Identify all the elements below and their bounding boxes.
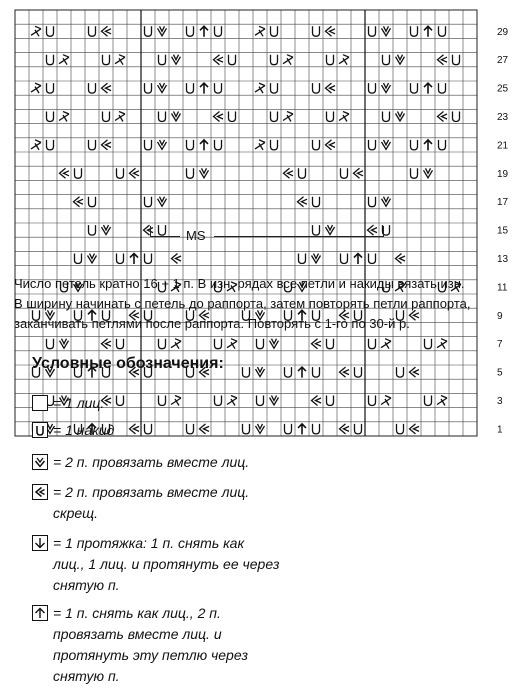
yarn-over-icon bbox=[187, 83, 194, 93]
yarn-over-icon bbox=[159, 339, 166, 349]
slip-knit-pass-icon bbox=[88, 254, 97, 264]
yarn-over-icon bbox=[453, 112, 460, 122]
slip-knit-pass-icon bbox=[382, 26, 391, 36]
yarn-over-icon bbox=[215, 140, 222, 150]
yarn-over-icon bbox=[215, 26, 222, 36]
k2tog-icon bbox=[381, 396, 391, 406]
description-line: заканчивать петлями после раппорта. Повторять с 1-го по 30-й р. bbox=[14, 316, 410, 331]
repeat-label: MS bbox=[186, 228, 206, 243]
k2tog-tbl-icon bbox=[102, 26, 112, 36]
yarn-over-icon bbox=[341, 168, 348, 178]
yarn-over-icon bbox=[439, 83, 446, 93]
slip-knit-pass-icon bbox=[158, 140, 167, 150]
up-arrow-icon bbox=[298, 424, 306, 435]
yarn-over-icon bbox=[285, 367, 292, 377]
yarn-over-icon bbox=[215, 339, 222, 349]
yarn-over-icon bbox=[89, 83, 96, 93]
yarn-over-icon bbox=[355, 424, 362, 434]
up-arrow-icon bbox=[200, 26, 208, 37]
slip-knit-pass-icon bbox=[158, 83, 167, 93]
slip-knit-pass-icon bbox=[172, 55, 181, 64]
k2tog-tbl-icon bbox=[438, 112, 448, 122]
slip-knit-pass-icon bbox=[102, 225, 111, 235]
legend-item-knit bbox=[32, 393, 104, 414]
k2tog-icon bbox=[381, 339, 391, 349]
yarn-over-icon bbox=[369, 26, 376, 36]
yarn-over-icon bbox=[89, 225, 96, 235]
yarn-over-icon bbox=[117, 339, 124, 349]
k2tog-tbl-icon bbox=[32, 484, 48, 500]
legend-item-k2tog-tbl bbox=[32, 482, 249, 524]
yarn-over-icon bbox=[117, 254, 124, 264]
k2tog-tbl-icon bbox=[438, 55, 448, 65]
slip-knit-pass-icon bbox=[424, 168, 433, 178]
empty-square-icon bbox=[32, 395, 48, 411]
slip-knit-pass-icon bbox=[382, 140, 391, 150]
k2tog-icon bbox=[339, 112, 349, 122]
row-number: 3 bbox=[497, 396, 503, 407]
row-number: 13 bbox=[497, 254, 509, 265]
k2tog-tbl-icon bbox=[60, 168, 70, 178]
yarn-over-icon bbox=[47, 55, 54, 65]
yarn-over-icon bbox=[145, 254, 152, 264]
k2tog-tbl-icon bbox=[172, 254, 182, 264]
yarn-over-icon bbox=[369, 396, 376, 406]
row-number: 23 bbox=[497, 112, 509, 123]
down-arrow-icon bbox=[32, 535, 48, 551]
row-number: 27 bbox=[497, 55, 509, 67]
k2tog-icon bbox=[437, 339, 447, 349]
yarn-over-icon bbox=[229, 55, 236, 65]
up-arrow-icon bbox=[130, 254, 138, 265]
k2tog-icon bbox=[171, 396, 181, 406]
yarn-over-icon bbox=[47, 339, 54, 349]
slip-knit-pass-icon bbox=[158, 26, 167, 36]
k2tog-tbl-icon bbox=[214, 55, 224, 65]
k2tog-tbl-icon bbox=[326, 26, 336, 36]
yarn-over-icon bbox=[313, 140, 320, 150]
yarn-over-icon bbox=[103, 112, 110, 122]
k2tog-tbl-icon bbox=[298, 197, 308, 207]
yarn-over-icon bbox=[187, 26, 194, 36]
k2tog-icon bbox=[115, 55, 125, 65]
yarn-over-icon bbox=[411, 140, 418, 150]
k2tog-icon bbox=[339, 55, 349, 65]
yarn-over-icon bbox=[145, 197, 152, 207]
row-number: 15 bbox=[497, 225, 509, 237]
up-arrow-icon bbox=[200, 83, 208, 94]
yarn-over-icon bbox=[47, 26, 54, 36]
yarn-over-icon bbox=[327, 112, 334, 122]
row-number: 1 bbox=[497, 424, 503, 436]
slip-knit-pass-icon bbox=[396, 112, 405, 122]
yarn-over-icon bbox=[32, 422, 48, 438]
k2tog-tbl-icon bbox=[200, 424, 210, 434]
legend-item-k2tog bbox=[32, 452, 249, 473]
legend-title: Условные обозначения: bbox=[32, 355, 224, 372]
yarn-over-icon bbox=[89, 140, 96, 150]
slip-knit-pass-icon bbox=[200, 168, 209, 178]
k2tog-tbl-icon bbox=[340, 367, 350, 377]
k2tog-icon bbox=[59, 112, 69, 122]
up-arrow-icon bbox=[424, 26, 432, 37]
k2tog-icon bbox=[31, 26, 41, 36]
yarn-over-icon bbox=[47, 112, 54, 122]
k2tog-tbl-icon bbox=[354, 168, 364, 178]
k2tog-icon bbox=[171, 339, 181, 349]
k2tog-icon bbox=[227, 339, 237, 349]
slip-knit-pass-icon bbox=[256, 367, 265, 377]
legend-item-s1-k2tog-psso bbox=[32, 603, 248, 687]
k2tog-tbl-icon bbox=[214, 112, 224, 122]
yarn-over-icon bbox=[369, 83, 376, 93]
k2tog-icon bbox=[32, 454, 48, 470]
slip-knit-pass-icon bbox=[270, 396, 279, 406]
yarn-over-icon bbox=[243, 424, 250, 434]
yarn-over-icon bbox=[257, 396, 264, 406]
k2tog-tbl-icon bbox=[102, 83, 112, 93]
legend-text: = 1 п. снять как лиц., 2 п. провязать вместе лиц. и протянуть эту петлю через снятую п. bbox=[53, 605, 248, 684]
row-number: 9 bbox=[497, 310, 503, 322]
legend-item-yarn-over bbox=[32, 420, 114, 441]
up-arrow-icon bbox=[298, 367, 306, 378]
yarn-over-icon bbox=[369, 140, 376, 150]
yarn-over-icon bbox=[89, 197, 96, 207]
repeat-marker bbox=[150, 226, 384, 248]
slip-knit-pass-icon bbox=[312, 254, 321, 264]
yarn-over-icon bbox=[47, 140, 54, 150]
yarn-over-icon bbox=[47, 83, 54, 93]
k2tog-tbl-icon bbox=[340, 424, 350, 434]
slip-knit-pass-icon bbox=[396, 55, 405, 64]
yarn-over-icon bbox=[299, 254, 306, 264]
k2tog-icon bbox=[31, 140, 41, 150]
yarn-over-icon bbox=[103, 55, 110, 65]
yarn-over-icon bbox=[453, 55, 460, 65]
yarn-over-icon bbox=[159, 396, 166, 406]
yarn-over-icon bbox=[313, 197, 320, 207]
yarn-over-icon bbox=[117, 168, 124, 178]
yarn-over-icon bbox=[369, 254, 376, 264]
yarn-over-icon bbox=[313, 26, 320, 36]
legend-item-slip-knit-pass bbox=[32, 533, 279, 596]
up-arrow-icon bbox=[32, 605, 48, 621]
slip-knit-pass-icon bbox=[382, 197, 391, 207]
legend-text: = 1 протяжка: 1 п. снять как лиц., 1 лиц. и протянуть ее через снятую п. bbox=[53, 535, 280, 593]
row-number: 7 bbox=[497, 339, 503, 351]
yarn-over-icon bbox=[383, 55, 390, 65]
k2tog-icon bbox=[227, 396, 237, 406]
k2tog-tbl-icon bbox=[130, 168, 140, 178]
yarn-over-icon bbox=[327, 396, 334, 406]
legend-text: = 1 накид bbox=[53, 422, 115, 438]
slip-knit-pass-icon bbox=[172, 112, 181, 122]
yarn-over-icon bbox=[299, 168, 306, 178]
yarn-over-icon bbox=[397, 367, 404, 377]
yarn-over-icon bbox=[313, 424, 320, 434]
yarn-over-icon bbox=[327, 339, 334, 349]
yarn-over-icon bbox=[285, 424, 292, 434]
yarn-over-icon bbox=[369, 339, 376, 349]
k2tog-tbl-icon bbox=[410, 424, 420, 434]
yarn-over-icon bbox=[397, 424, 404, 434]
yarn-over-icon bbox=[117, 396, 124, 406]
row-numbers bbox=[497, 27, 509, 436]
yarn-over-icon bbox=[271, 55, 278, 65]
yarn-over-icon bbox=[145, 140, 152, 150]
slip-knit-pass-icon bbox=[256, 424, 265, 434]
yarn-over-icon bbox=[145, 424, 152, 434]
k2tog-tbl-icon bbox=[326, 83, 336, 93]
row-number: 21 bbox=[497, 140, 509, 152]
yarn-over-icon bbox=[313, 367, 320, 377]
description-line: В ширину начинать с петель до раппорта, затем повторять петли раппорта, bbox=[14, 296, 471, 311]
legend-text: = 1 лиц. bbox=[53, 395, 105, 411]
row-number: 29 bbox=[497, 26, 509, 38]
yarn-over-icon bbox=[411, 26, 418, 36]
yarn-over-icon bbox=[327, 55, 334, 65]
yarn-over-icon bbox=[271, 112, 278, 122]
yarn-over-icon bbox=[243, 367, 250, 377]
yarn-over-icon bbox=[89, 26, 96, 36]
yarn-over-icon bbox=[383, 112, 390, 122]
pattern-description bbox=[14, 274, 504, 334]
yarn-over-icon bbox=[369, 197, 376, 207]
k2tog-tbl-icon bbox=[312, 396, 322, 406]
up-arrow-icon bbox=[424, 140, 432, 151]
yarn-over-icon bbox=[439, 140, 446, 150]
k2tog-tbl-icon bbox=[396, 254, 406, 264]
slip-knit-pass-icon bbox=[382, 83, 391, 93]
legend-text: = 2 п. провязать вместе лиц. скрещ. bbox=[53, 484, 250, 521]
up-arrow-icon bbox=[424, 83, 432, 94]
up-arrow-icon bbox=[200, 140, 208, 151]
row-number: 17 bbox=[497, 197, 509, 209]
k2tog-icon bbox=[115, 112, 125, 122]
yarn-over-icon bbox=[145, 26, 152, 36]
k2tog-icon bbox=[283, 112, 293, 122]
k2tog-icon bbox=[255, 83, 265, 93]
yarn-over-icon bbox=[425, 396, 432, 406]
yarn-over-icon bbox=[187, 140, 194, 150]
yarn-over-icon bbox=[159, 55, 166, 65]
k2tog-icon bbox=[437, 396, 447, 406]
row-number: 5 bbox=[497, 367, 503, 379]
k2tog-icon bbox=[283, 55, 293, 65]
legend-text: = 2 п. провязать вместе лиц. bbox=[53, 454, 250, 470]
yarn-over-icon bbox=[215, 396, 222, 406]
yarn-over-icon bbox=[271, 140, 278, 150]
up-arrow-icon bbox=[354, 254, 362, 265]
k2tog-icon bbox=[59, 55, 69, 65]
yarn-over-icon bbox=[271, 26, 278, 36]
yarn-over-icon bbox=[145, 83, 152, 93]
yarn-over-icon bbox=[313, 83, 320, 93]
k2tog-icon bbox=[255, 140, 265, 150]
yarn-over-icon bbox=[75, 254, 82, 264]
yarn-over-icon bbox=[215, 83, 222, 93]
k2tog-tbl-icon bbox=[102, 339, 112, 349]
k2tog-tbl-icon bbox=[74, 197, 84, 207]
slip-knit-pass-icon bbox=[270, 339, 279, 349]
k2tog-tbl-icon bbox=[326, 140, 336, 150]
yarn-over-icon bbox=[411, 168, 418, 178]
yarn-over-icon bbox=[75, 168, 82, 178]
k2tog-tbl-icon bbox=[312, 339, 322, 349]
yarn-over-icon bbox=[341, 254, 348, 264]
k2tog-tbl-icon bbox=[102, 140, 112, 150]
slip-knit-pass-icon bbox=[158, 197, 167, 207]
k2tog-icon bbox=[31, 83, 41, 93]
yarn-over-icon bbox=[439, 26, 446, 36]
k2tog-icon bbox=[255, 26, 265, 36]
slip-knit-pass-icon bbox=[60, 339, 69, 349]
yarn-over-icon bbox=[159, 112, 166, 122]
row-number: 11 bbox=[497, 282, 508, 294]
description-line: Число петель кратно 16 + 1 п. В изн. рядах все петли и накиды вязать изн. bbox=[14, 276, 465, 291]
k2tog-tbl-icon bbox=[130, 424, 140, 434]
yarn-over-icon bbox=[411, 83, 418, 93]
yarn-over-icon bbox=[187, 168, 194, 178]
yarn-over-icon bbox=[425, 339, 432, 349]
yarn-over-icon bbox=[355, 367, 362, 377]
row-number: 25 bbox=[497, 83, 509, 95]
row-number: 19 bbox=[497, 168, 509, 180]
k2tog-tbl-icon bbox=[410, 367, 420, 377]
yarn-over-icon bbox=[229, 112, 236, 122]
yarn-over-icon bbox=[271, 83, 278, 93]
yarn-over-icon bbox=[257, 339, 264, 349]
k2tog-tbl-icon bbox=[284, 168, 294, 178]
yarn-over-icon bbox=[187, 424, 194, 434]
